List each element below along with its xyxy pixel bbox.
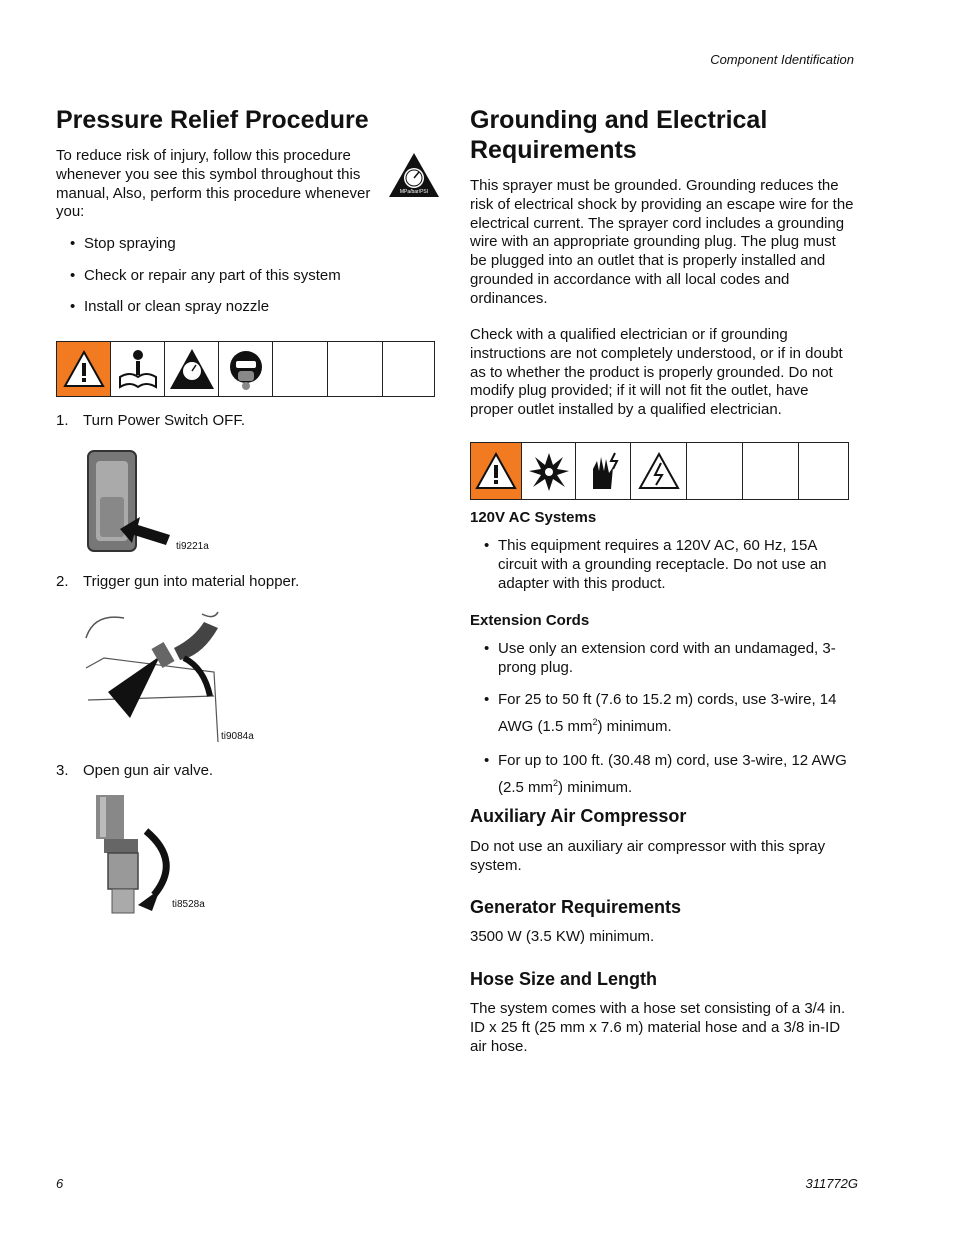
warning-icon	[471, 443, 521, 499]
empty-icon-cell	[272, 342, 327, 396]
electric-shock-icon	[630, 443, 686, 499]
list-item: • Install or clean spray nozzle	[56, 297, 416, 316]
ac-systems-heading: 120V AC Systems	[470, 509, 597, 526]
figure-caption: ti9221a	[176, 541, 209, 552]
power-switch-image	[84, 447, 174, 555]
empty-icon-cell	[798, 443, 848, 499]
empty-icon-cell	[327, 342, 382, 396]
pressure-relief-bullets	[56, 234, 416, 316]
electric-hand-icon	[575, 443, 630, 499]
pressure-warning-icon-table	[56, 341, 435, 397]
running-header: Component Identification	[710, 52, 854, 67]
empty-icon-cell	[742, 443, 798, 499]
document-number: 311772G	[805, 1176, 858, 1191]
pressure-relief-symbol	[387, 151, 441, 199]
pressure-icon	[164, 342, 218, 396]
page-number: 6	[56, 1176, 64, 1191]
explosion-icon	[521, 443, 575, 499]
face-protection-icon	[218, 342, 272, 396]
read-manual-icon	[110, 342, 164, 396]
list-item: • Use only an extension cord with an undamaged, 3-prong plug.	[470, 639, 862, 677]
hose-heading: Hose Size and Length	[470, 969, 658, 989]
figure-caption: ti8528a	[172, 899, 205, 910]
grounding-paragraph-2: Check with a qualified electrician or if grounding instructions are not completely understood, or if in doubt as to whether the product is properly grounded. Do not modify plug provided; if it will not fit the outlet, have proper outlet installed by a qualified electrician.	[470, 326, 843, 419]
hose-text: The system comes with a hose set consisting of a 3/4 in. ID x 25 ft (25 mm x 7.6 m) material hose and a 3/8 in-ID air hose.	[470, 1000, 846, 1055]
trigger-gun-image	[84, 608, 222, 742]
figure-caption: ti9084a	[221, 731, 254, 742]
step-1	[56, 412, 245, 430]
extension-cords-bullets	[470, 639, 862, 799]
list-item: • For up to 100 ft. (30.48 m) cord, use 3-wire, 12 AWG (2.5 $mm^2$) minimum.	[470, 750, 862, 799]
step-number: 3.	[56, 762, 69, 779]
step-3	[56, 762, 213, 780]
aux-compressor-heading: Auxiliary Air Compressor	[470, 806, 687, 826]
list-item: • Check or repair any part of this system	[56, 266, 416, 285]
step-number: 1.	[56, 412, 69, 429]
electrical-warning-icon-table	[470, 442, 849, 500]
list-item: • This equipment requires a 120V AC, 60 Hz, 15A circuit with a grounding receptacle. Do not use an adapter with this product.	[470, 536, 858, 593]
warning-icon	[57, 342, 110, 396]
aux-compressor-text: Do not use an auxiliary air compressor with this spray system.	[470, 838, 826, 874]
generator-heading: Generator Requirements	[470, 897, 682, 917]
step-text: Trigger gun into material hopper.	[83, 573, 300, 590]
pressure-relief-title: Pressure Relief Procedure	[56, 106, 369, 134]
ac-systems-bullets	[470, 536, 858, 593]
grounding-title: Grounding and Electrical Requirements	[470, 106, 768, 164]
step-2	[56, 573, 299, 591]
empty-icon-cell	[686, 443, 742, 499]
extension-cords-heading: Extension Cords	[470, 612, 590, 629]
generator-text: 3500 W (3.5 KW) minimum.	[470, 928, 655, 945]
empty-icon-cell	[382, 342, 434, 396]
pressure-relief-intro: To reduce risk of injury, follow this procedure whenever you see this symbol throughout this manual, Also, perform this procedure whenever you:	[56, 147, 371, 221]
step-text: Turn Power Switch OFF.	[83, 412, 245, 429]
step-number: 2.	[56, 573, 69, 590]
grounding-paragraph-1: This sprayer must be grounded. Grounding reduces the risk of electrical shock by providing an escape wire for the electrical current. The sprayer cord includes a grounding wire with an appropriate grounding plug. The plug must be plugged into an outlet that is properly installed and grounded in accordance with all local codes and ordinances.	[470, 177, 854, 307]
list-item: • Stop spraying	[56, 234, 416, 253]
step-text: Open gun air valve.	[83, 762, 214, 779]
air-valve-image	[86, 795, 178, 915]
symbol-label: MPa/bar/PSI	[399, 189, 429, 195]
list-item: • For 25 to 50 ft (7.6 to 15.2 m) cords, use 3-wire, 14 AWG (1.5 $mm^2$) minimum.	[470, 689, 862, 738]
